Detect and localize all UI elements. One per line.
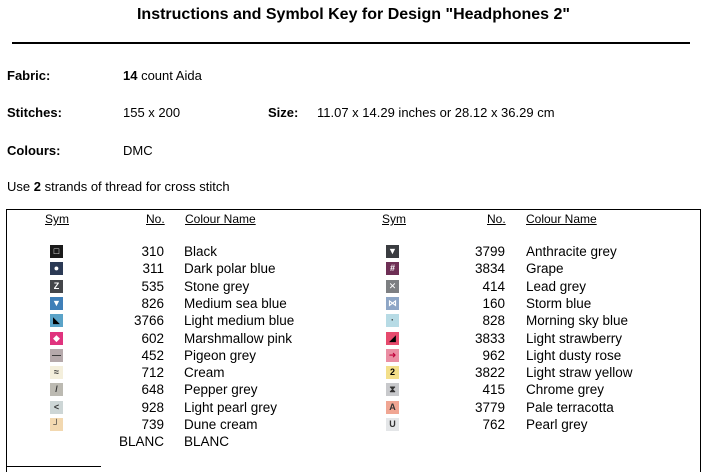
- list-item: [0, 278, 707, 295]
- corner-triangle-icon: ◣: [50, 314, 63, 327]
- colour-number: 602: [141, 330, 164, 346]
- colour-name: Light pearl grey: [184, 399, 278, 415]
- colours-value: DMC: [123, 143, 153, 158]
- colour-number: 762: [482, 417, 505, 432]
- left-header-sym: Sym: [45, 212, 69, 226]
- colour-number: 3766: [133, 313, 164, 329]
- arrow-icon: ➜: [386, 349, 399, 362]
- colour-name: Chrome grey: [526, 382, 605, 398]
- list-item: [0, 433, 707, 450]
- list-item: [0, 399, 707, 416]
- fabric-label: Fabric:: [7, 68, 51, 83]
- corner-icon: ┘: [50, 418, 63, 431]
- colour-name: Anthracite grey: [526, 244, 617, 259]
- dot-icon: ●: [50, 262, 63, 275]
- list-item: [0, 260, 707, 277]
- colour-number: 928: [141, 399, 164, 415]
- wavy-icon: ≈: [50, 366, 63, 379]
- note-strands: 2: [33, 179, 41, 194]
- colour-number: 452: [141, 347, 164, 363]
- colour-number: 3799: [474, 244, 505, 259]
- corner-triangle-icon: ◢: [386, 332, 399, 345]
- colour-number: 3779: [474, 399, 505, 415]
- list-item: [0, 243, 707, 260]
- colour-name: Medium sea blue: [184, 295, 287, 311]
- colour-name: Dark polar blue: [184, 261, 276, 277]
- colour-name: Pearl grey: [526, 417, 588, 432]
- colour-name: Light medium blue: [184, 313, 295, 329]
- left-header-no: No.: [146, 212, 165, 226]
- bowtie-icon: ⋈: [388, 297, 397, 308]
- right-header-sym: Sym: [382, 212, 406, 226]
- colour-name: Storm blue: [526, 295, 592, 311]
- x-icon: ✕: [386, 280, 399, 293]
- colour-number: 3833: [474, 330, 505, 346]
- colour-name: Light straw yellow: [526, 365, 633, 381]
- list-item: [0, 347, 707, 364]
- right-header-name: Colour Name: [526, 212, 597, 226]
- colour-number: 160: [482, 295, 505, 311]
- colour-name: Dune cream: [184, 417, 258, 432]
- slash-icon: /: [50, 383, 63, 396]
- colour-name: Pigeon grey: [184, 347, 257, 363]
- down-triangle-icon: ▼: [386, 245, 399, 258]
- open-square-icon: □: [50, 245, 63, 258]
- colour-name: Light dusty rose: [526, 347, 622, 363]
- dash-icon: —: [52, 349, 61, 360]
- colour-number: 739: [141, 417, 164, 432]
- colour-name: Cream: [184, 365, 225, 381]
- colour-name: Marshmallow pink: [184, 330, 293, 346]
- hash-icon: #: [386, 262, 399, 275]
- colour-number: 311: [142, 261, 164, 277]
- stitches-label: Stitches:: [7, 105, 62, 120]
- list-item: [0, 416, 707, 433]
- colour-number: 3834: [474, 261, 505, 277]
- small-dot-icon: ·: [386, 314, 399, 327]
- size-label: Size:: [268, 105, 299, 120]
- right-header-no: No.: [487, 212, 506, 226]
- list-item: [0, 364, 707, 381]
- digit-two-icon: 2: [386, 366, 399, 379]
- fabric-value: [123, 68, 202, 83]
- colour-name: Light strawberry: [526, 330, 623, 346]
- colour-number: 828: [482, 313, 505, 329]
- fabric-type: count Aida: [137, 68, 202, 83]
- colour-number: BLANC: [118, 434, 164, 450]
- note-pre: Use: [7, 179, 34, 194]
- colour-name: BLANC: [184, 434, 230, 450]
- colour-name: Black: [184, 244, 218, 259]
- colour-number: 962: [482, 347, 505, 363]
- colour-number: 648: [141, 382, 164, 398]
- letter-a-icon: A: [386, 401, 399, 414]
- colour-number: 310: [141, 244, 164, 259]
- list-item: [0, 312, 707, 329]
- colour-name: Pale terracotta: [526, 399, 614, 415]
- colour-name: Lead grey: [526, 278, 587, 294]
- title-divider: [12, 42, 690, 44]
- colour-name: Stone grey: [184, 278, 250, 294]
- table-bottom-rule: [6, 466, 101, 467]
- list-item: [0, 330, 707, 347]
- note-post: strands of thread for cross stitch: [40, 179, 230, 194]
- colour-number: 826: [141, 295, 164, 311]
- diamond-icon: ◆: [50, 332, 63, 345]
- hourglass-icon: ⧗: [386, 383, 399, 396]
- letter-u-icon: U: [386, 418, 399, 431]
- fabric-count: 14: [123, 68, 138, 83]
- colour-number: 3822: [474, 365, 505, 381]
- list-item: [0, 381, 707, 398]
- page-title: Instructions and Symbol Key for Design "Headphones 2": [136, 6, 571, 23]
- colour-name: Pepper grey: [184, 382, 258, 398]
- letter-z-icon: Z: [50, 280, 63, 293]
- instruction-note: [7, 179, 230, 194]
- size-value: 11.07 x 14.29 inches or 28.12 x 36.29 cm: [317, 105, 555, 120]
- colour-number: 414: [482, 278, 505, 294]
- down-triangle-icon: ▼: [50, 297, 63, 310]
- colours-label: Colours:: [7, 143, 61, 158]
- left-header-name: Colour Name: [185, 212, 256, 226]
- less-than-icon: <: [50, 401, 63, 414]
- colour-number: 535: [141, 278, 164, 294]
- colour-number: 712: [141, 365, 164, 381]
- blank-icon: [50, 435, 63, 448]
- colour-number: 415: [482, 382, 505, 398]
- colour-name: Grape: [526, 261, 564, 277]
- stitches-value: 155 x 200: [123, 105, 181, 120]
- colour-name: Morning sky blue: [526, 313, 629, 329]
- list-item: [0, 295, 707, 312]
